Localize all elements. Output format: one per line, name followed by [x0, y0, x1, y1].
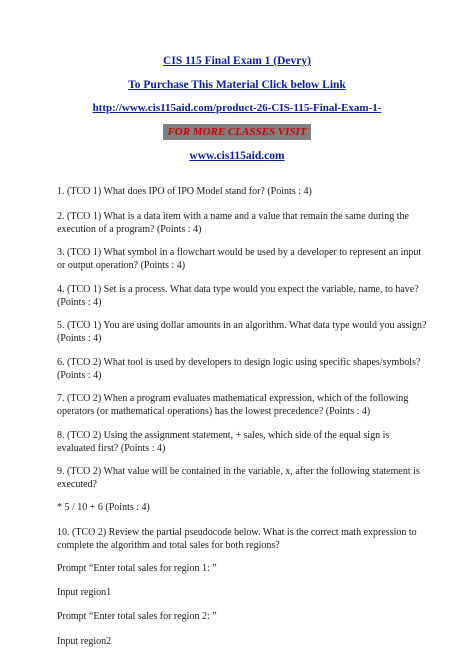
question-7: 7. (TCO 2) When a program evaluates mathematical expression, which of the following operators (or mathematical operations) has the lowest precedence? (Points : 4)	[57, 393, 409, 417]
purchase-link[interactable]: To Purchase This Material Click below Link	[128, 79, 346, 91]
question-3: 3. (TCO 1) What symbol in a flowchart would be used by a developer to represent an input or output operation? (Points : 4)	[57, 247, 422, 271]
question-6: 6. (TCO 2) What tool is used by developers to design logic using specific shapes/symbols? (Points : 4)	[57, 357, 421, 381]
document-title-link[interactable]: CIS 115 Final Exam 1 (Devry)	[163, 55, 311, 67]
question-9: 9. (TCO 2) What value will be contained in the variable, x, after the following statement is executed?	[57, 466, 420, 490]
purchase-line	[0, 78, 474, 92]
question-4: 4. (TCO 1) Set is a process. What data type would you expect the variable, name, to have? (Points : 4)	[57, 284, 419, 308]
question-9-expression: * 5 / 10 + 6 (Points : 4)	[57, 502, 150, 513]
question-5: 5. (TCO 1) You are using dollar amounts in an algorithm. What data type would you assign? (Points : 4)	[57, 320, 427, 344]
question-1: 1. (TCO 1) What does IPO of IPO Model stand for? (Points : 4)	[57, 186, 312, 197]
question-2: 2. (TCO 1) What is a data item with a name and a value that remain the same during the execution of a program? (Points : 4)	[57, 211, 409, 235]
pseudocode-line-4: Input region2	[57, 636, 112, 647]
site-url-line	[0, 149, 474, 163]
question-10: 10. (TCO 2) Review the partial pseudocode below. What is the correct math expression to complete the algorithm and total sales for both regions?	[57, 527, 417, 551]
product-url-link[interactable]: http://www.cis115aid.com/product-26-CIS-115-Final-Exam-1-	[92, 102, 382, 114]
document-title-line	[0, 54, 474, 68]
pseudocode-line-3: Prompt “Enter total sales for region 2: ”	[57, 611, 217, 622]
pseudocode-line-1: Prompt “Enter total sales for region 1: ”	[57, 563, 217, 574]
question-8: 8. (TCO 2) Using the assignment statement, + sales, which side of the equal sign is evaluated first? (Points : 4)	[57, 430, 390, 454]
banner-line	[0, 124, 474, 140]
pseudocode-line-2: Input region1	[57, 587, 112, 598]
product-url-line	[0, 101, 474, 115]
site-url-link[interactable]: www.cis115aid.com	[189, 150, 285, 162]
more-classes-banner: FOR MORE CLASSES VISIT	[163, 124, 310, 140]
